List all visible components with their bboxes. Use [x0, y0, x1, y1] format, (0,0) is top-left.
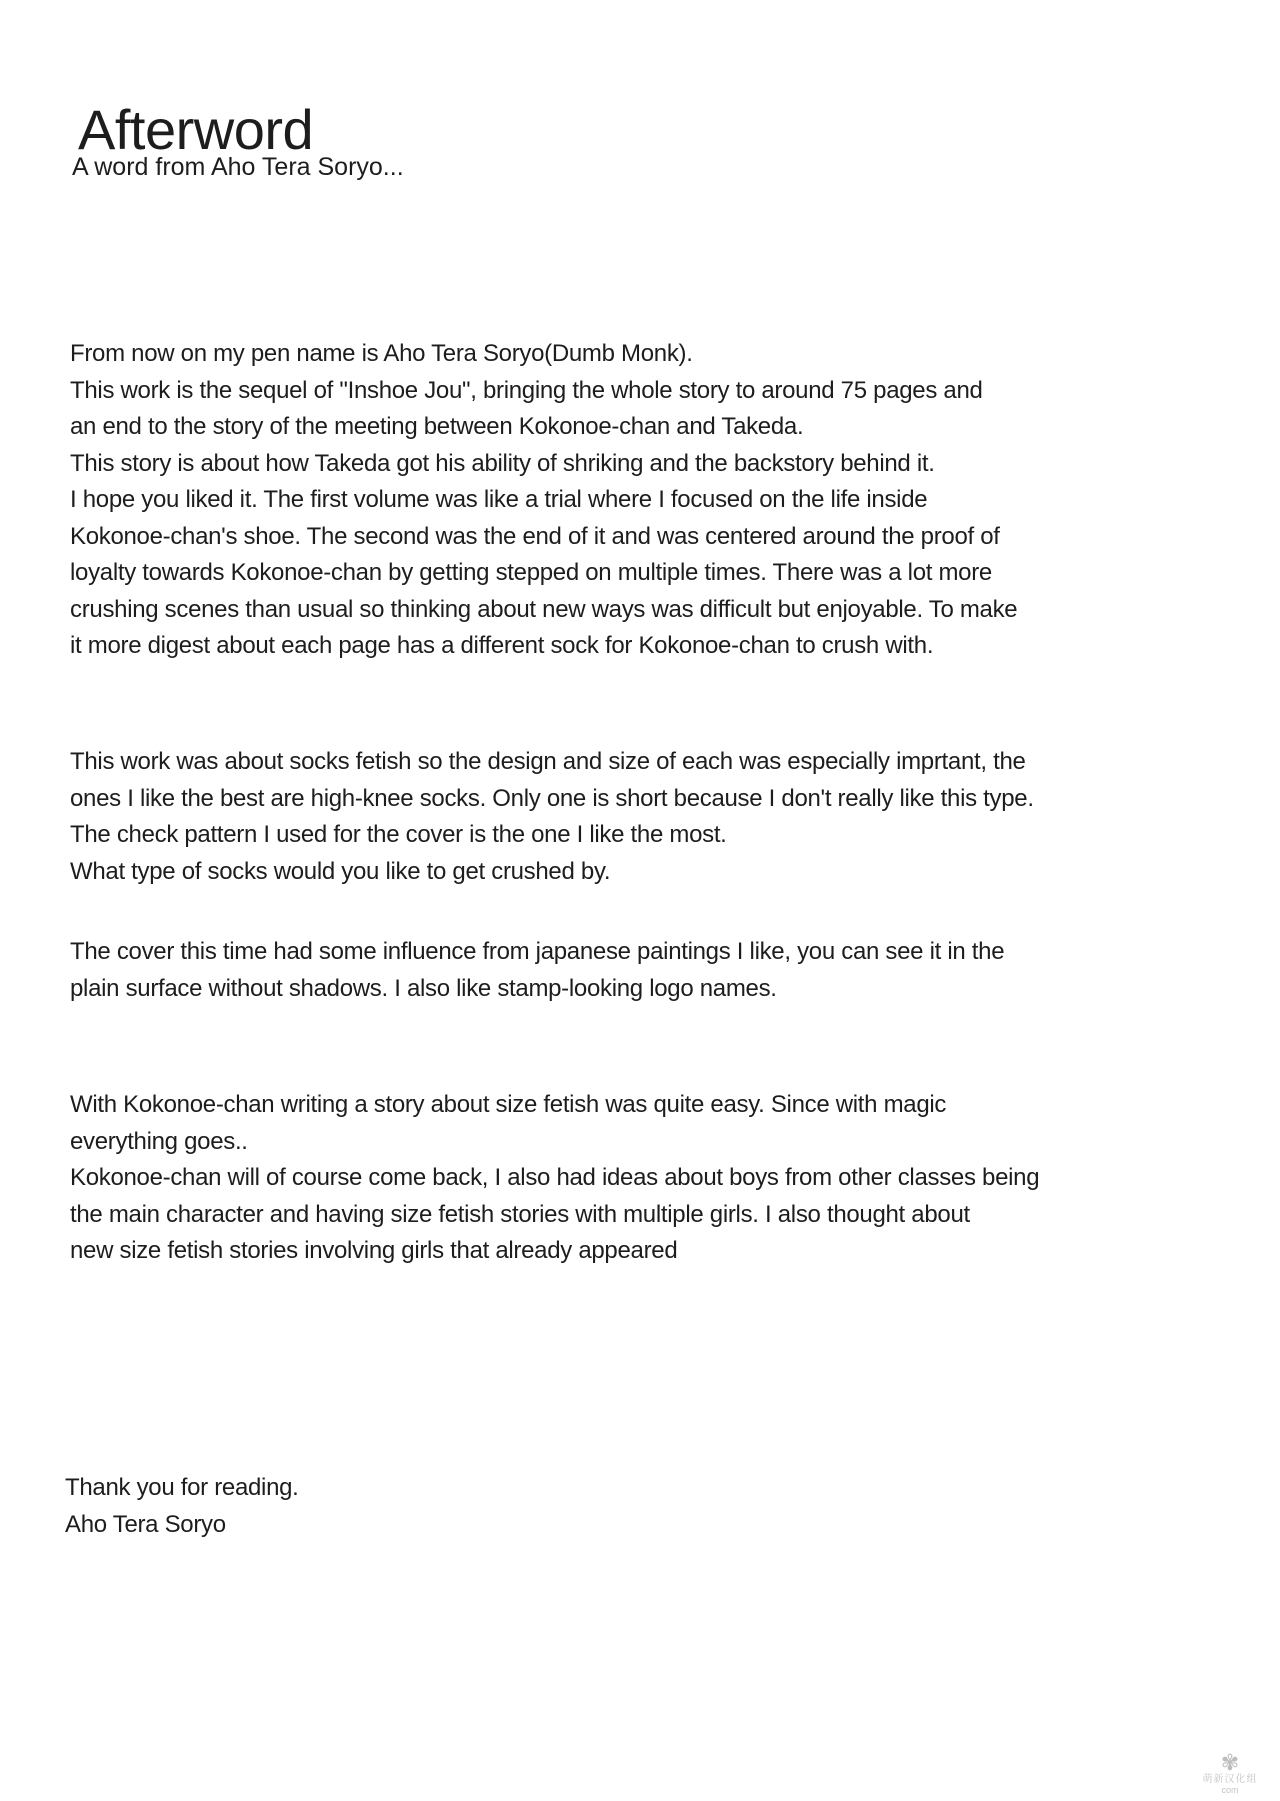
page-subtitle: A word from Aho Tera Soryo... — [72, 153, 404, 181]
paragraph — [70, 336, 1260, 665]
text-line: an end to the story of the meeting between Kokonoe-chan and Takeda. — [70, 413, 804, 440]
scanlation-watermark — [1190, 1752, 1270, 1795]
text-line: This work is the sequel of "Inshoe Jou", bringing the whole story to around 75 pages and — [70, 376, 983, 404]
paragraph — [70, 934, 1260, 1007]
text-line: This work was about socks fetish so the design and size of each was especially imprtant, the — [70, 748, 1026, 775]
text-line: I hope you liked it. The first volume was like a trial where I focused on the life inside — [70, 486, 928, 513]
paragraph — [70, 744, 1260, 890]
closing-block — [65, 1469, 299, 1543]
text-line: crushing scenes than usual so thinking about new ways was difficult but enjoyable. To make — [70, 595, 1018, 623]
text-line: new size fetish stories involving girls that already appeared — [70, 1237, 678, 1264]
text-line: everything goes.. — [70, 1127, 248, 1155]
text-line: loyalty towards Kokonoe-chan by getting stepped on multiple times. There was a lot more — [70, 559, 992, 586]
watermark-suffix: com — [1221, 1785, 1239, 1795]
closing-signature: Aho Tera Soryo — [65, 1511, 226, 1538]
text-line: The cover this time had some influence from japanese paintings I like, you can see it in the — [70, 938, 1005, 965]
text-line: The check pattern I used for the cover is the one I like the most. — [70, 821, 727, 848]
text-line: plain surface without shadows. I also like stamp-looking logo names. — [70, 974, 777, 1002]
paragraph — [70, 1087, 1260, 1270]
closing-thanks: Thank you for reading. — [65, 1474, 299, 1501]
text-line: Kokonoe-chan will of course come back, I also had ideas about boys from other classes being — [70, 1164, 1040, 1191]
page-title: Afterword — [78, 97, 314, 161]
text-line: What type of socks would you like to get crushed by. — [70, 857, 611, 885]
text-line: From now on my pen name is Aho Tera Soryo(Dumb Monk). — [70, 340, 693, 367]
text-line: With Kokonoe-chan writing a story about size fetish was quite easy. Since with magic — [70, 1091, 947, 1118]
text-line: Kokonoe-chan's shoe. The second was the end of it and was centered around the proof of — [70, 522, 1000, 550]
text-line: it more digest about each page has a different sock for Kokonoe-chan to crush with. — [70, 632, 934, 659]
text-line: This story is about how Takeda got his ability of shriking and the backstory behind it. — [70, 449, 935, 477]
text-line: the main character and having size fetish stories with multiple girls. I also thought about — [70, 1200, 970, 1228]
watermark-group-name: 萌新汉化组 — [1202, 1774, 1258, 1785]
flower-icon: ✾ — [1220, 1750, 1240, 1775]
text-line: ones I like the best are high-knee socks. Only one is short because I don't really like this type. — [70, 784, 1034, 812]
